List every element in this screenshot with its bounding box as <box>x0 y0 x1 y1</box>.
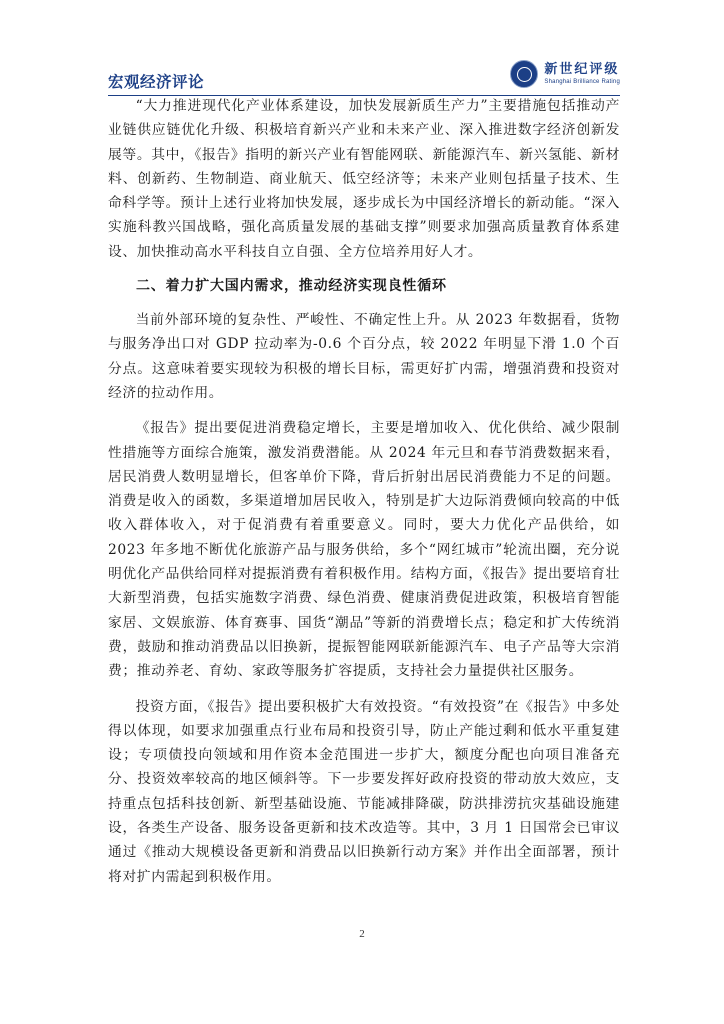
header-title: 宏观经济评论 <box>108 73 205 91</box>
paragraph-external-environment: 当前外部环境的复杂性、严峻性、不确定性上升。从 2023 年数据看，货物与服务净出口对 GDP 拉动率为-0.6 个百分点，较 2022 年明显下滑 1.0 个百分点。这意味着要实现较为积极的增长目标，需更好扩内需，增强消费和投资对经济的拉动作用。 <box>108 312 620 401</box>
logo-english-name: Shanghai Brilliance Rating <box>544 79 620 85</box>
logo-text <box>544 62 620 86</box>
brand-logo <box>510 60 620 88</box>
logo-emblem-icon <box>510 60 538 88</box>
section-heading-domestic-demand: 二、着力扩大国内需求，推动经济实现良性循环 <box>136 278 447 295</box>
page-number: 2 <box>359 928 365 940</box>
page-header <box>108 60 620 94</box>
document-body <box>108 94 620 889</box>
paragraph-industry-system: “大力推进现代化产业体系建设，加快发展新质生产力”主要措施包括推动产业链供应链优化升级、积极培育新兴产业和未来产业、深入推进数字经济创新发展等。其中，《报告》指明的新兴产业有智能网联、新能源汽车、新兴氢能、新材料、创新药、生物制造、商业航天、低空经济等；未来产业则包括量子技术、生命科学等。预计上述行业将加快发展，逐步成长为中国经济增长的新动能。“深入实施科教兴国战略，强化高质量发展的基础支撑”则要求加强高质量教育体系建设、加快推动高水平科技自立自强、全方位培养用好人才。 <box>108 98 620 260</box>
paragraph-investment: 投资方面，《报告》提出要积极扩大有效投资。“有效投资”在《报告》中多处得以体现，如要求加强重点行业布局和投资引导，防止产能过剩和低水平重复建设；专项债投向领域和用作资本金范围进一步扩大，额度分配也向项目准备充分、投资效率较高的地区倾斜等。下一步要发挥好政府投资的带动放大效应，支持重点包括科技创新、新型基础设施、节能减排降碳，防洪排涝抗灾基础设施建设，各类生产设备、服务设备更新和技术改造等。其中，3 月 1 日国常会已审议通过《推动大规模设备更新和消费品以旧换新行动方案》并作出全面部署，预计将对扩内需起到积极作用。 <box>108 698 620 885</box>
paragraph-consumption: 《报告》提出要促进消费稳定增长，主要是增加收入、优化供给、减少限制性措施等方面综合施策，激发消费潜能。从 2024 年元旦和春节消费数据来看，居民消费人数明显增长，但客单价下降，背后折射出居民消费能力不足的问题。消费是收入的函数，多渠道增加居民收入，特别是扩大边际消费倾向较高的中低收入群体收入，对于促消费有着重要意义。同时，要大力优化产品供给，如 2023 年多地不断优化旅游产品与服务供给，多个“网红城市”轮流出圈，充分说明优化产品供给同样对提振消费有着积极作用。结构方面，《报告》提出要培育壮大新型消费，包括实施数字消费、绿色消费、健康消费促进政策，积极培育智能家居、文娱旅游、体育赛事、国货“潮品”等新的消费增长点；稳定和扩大传统消费，鼓励和推动消费品以旧换新，提振智能网联新能源汽车、电子产品等大宗消费；推动养老、育幼、家政等服务扩容提质，支持社会力量提供社区服务。 <box>108 420 620 680</box>
logo-chinese-name: 新世纪评级 <box>544 62 620 77</box>
